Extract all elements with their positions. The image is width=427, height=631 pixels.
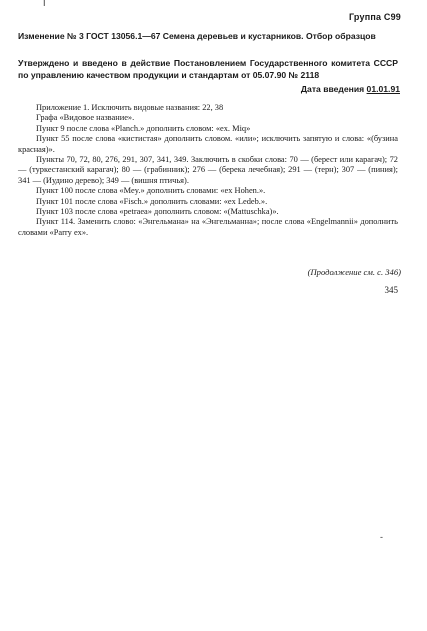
date-value: 01.01.91: [366, 84, 400, 94]
top-mark: I: [43, 0, 46, 8]
amendment-title: Изменение № 3 ГОСТ 13056.1—67 Семена деревьев и кустарников. Отбор образцов: [18, 31, 376, 41]
paragraph: Пункты 70, 72, 80, 276, 291, 307, 341, 349. Заключить в скобки слова: 70 — (берест или карагач); 72 — (туркестанский карагач); 80 — (грабинник); 276 — (берека лечебная); 291 — (терн); 307 — (пиния); 341 — (Иудино дерево); 349 — (вишня птичья).: [18, 155, 398, 185]
paragraph: Пункт 103 после слова «petraea» дополнить словом: «(Mattuschka)».: [36, 207, 279, 217]
effective-date: [301, 84, 400, 94]
paragraph: Пункт 100 после слова «Mey.» дополнить словами: «ex Hohen.».: [36, 186, 266, 196]
amendment-body: [18, 103, 398, 238]
date-label: Дата введения: [300, 84, 365, 94]
paragraph: Пункт 9 после слова «Planch.» дополнить словом: «ex. Miq»: [36, 123, 251, 133]
paragraph: Графа «Видовое название».: [36, 113, 135, 123]
paragraph: Приложение 1. Исключить видовые названия: 22, 38: [36, 103, 224, 112]
paragraph: Пункт 101 после слова «Fisch.» дополнить словами: «ex Ledeb.».: [36, 196, 268, 206]
group-label: Группа С99: [348, 12, 401, 22]
bottom-mark: -: [380, 532, 383, 542]
approval-text: Утверждено и введено в действие Постановлением Государственного комитета СССР по управлению качеством продукции и стандартам от 05.07.90 № 2118: [18, 58, 398, 80]
continuation-note: (Продолжение см. с. 346): [307, 267, 401, 277]
page-number: 345: [384, 285, 398, 295]
paragraph: Пункт 114. Заменить слово: «Энгельмана» на «Энгельманна»; после слова «Engelmannii» дополнить словами «Parry ex».: [18, 217, 398, 237]
paragraph: Пункт 55 после слова «кистистая» дополнить словом. «или»; исключить запятую и слова: «(бузина красная)».: [18, 134, 398, 154]
